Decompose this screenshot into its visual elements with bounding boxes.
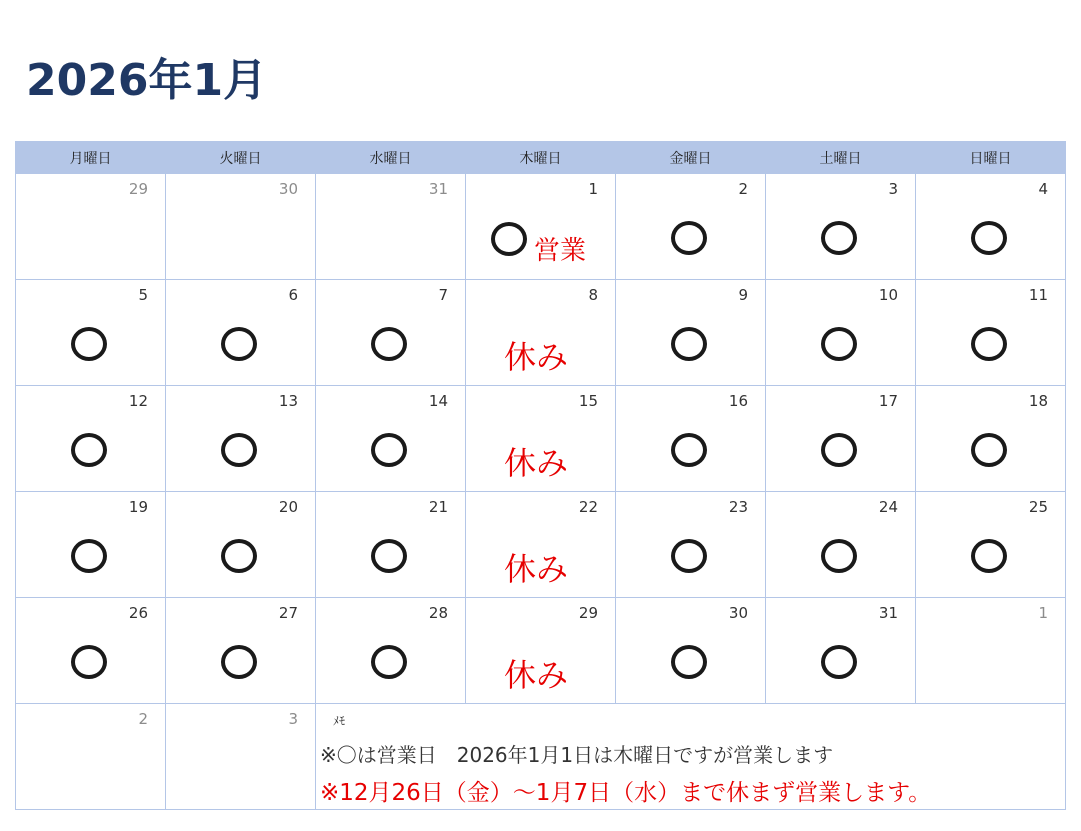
day-number: 2	[138, 710, 148, 728]
day-cell	[766, 386, 916, 492]
weekday-header-thu: 木曜日	[466, 142, 616, 174]
day-number: 25	[1028, 498, 1048, 516]
day-number: 4	[1038, 180, 1048, 198]
day-cell	[616, 386, 766, 492]
day-number: 6	[288, 286, 298, 304]
day-cell	[16, 174, 166, 280]
day-cell	[916, 174, 1066, 280]
circle-mark-icon	[71, 539, 107, 573]
day-number: 27	[278, 604, 298, 622]
circle-mark-icon	[491, 222, 527, 256]
closed-day-label: 休み	[504, 550, 569, 588]
circle-mark-icon	[971, 221, 1007, 255]
day-cell	[916, 598, 1066, 704]
day-cell	[166, 280, 316, 386]
circle-mark-icon	[671, 539, 707, 573]
day-cell	[916, 386, 1066, 492]
day-number: 20	[278, 498, 298, 516]
weekday-header-mon: 月曜日	[16, 142, 166, 174]
weekday-header-sat: 土曜日	[766, 142, 916, 174]
day-number: 12	[128, 392, 148, 410]
circle-mark-icon	[221, 645, 257, 679]
day-number: 15	[578, 392, 598, 410]
day-cell	[616, 598, 766, 704]
day-number: 7	[438, 286, 448, 304]
closed-day-label: 休み	[504, 444, 569, 482]
day-cell	[166, 386, 316, 492]
circle-mark-icon	[371, 327, 407, 361]
calendar-body	[16, 174, 1066, 810]
circle-mark-icon	[371, 433, 407, 467]
day-number: 13	[278, 392, 298, 410]
day-number: 10	[878, 286, 898, 304]
circle-mark-icon	[821, 221, 857, 255]
day-cell	[316, 598, 466, 704]
day-cell	[316, 492, 466, 598]
circle-mark-icon	[671, 433, 707, 467]
day-cell	[916, 280, 1066, 386]
closed-day-label: 休み	[504, 656, 569, 694]
circle-mark-icon	[821, 433, 857, 467]
day-number: 1	[588, 180, 598, 198]
weekday-header-wed: 水曜日	[316, 142, 466, 174]
day-number: 30	[728, 604, 748, 622]
day-cell	[16, 492, 166, 598]
day-cell	[466, 386, 616, 492]
circle-mark-icon	[821, 327, 857, 361]
calendar-week	[16, 492, 1066, 598]
day-number: 31	[428, 180, 448, 198]
day-number: 31	[878, 604, 898, 622]
day-number: 8	[588, 286, 598, 304]
day-cell	[166, 174, 316, 280]
day-number: 5	[138, 286, 148, 304]
day-number: 28	[428, 604, 448, 622]
day-cell	[766, 492, 916, 598]
day-number: 3	[288, 710, 298, 728]
circle-mark-icon	[221, 539, 257, 573]
day-number: 30	[278, 180, 298, 198]
day-cell	[316, 280, 466, 386]
day-number: 23	[728, 498, 748, 516]
circle-mark-icon	[371, 539, 407, 573]
day-number: 26	[128, 604, 148, 622]
circle-mark-icon	[71, 327, 107, 361]
day-cell	[466, 598, 616, 704]
day-number: 16	[728, 392, 748, 410]
day-cell	[766, 174, 916, 280]
calendar-week	[16, 174, 1066, 280]
circle-mark-icon	[821, 539, 857, 573]
day-cell	[766, 280, 916, 386]
closed-day-label: 休み	[504, 338, 569, 376]
day-number: 18	[1028, 392, 1048, 410]
memo-label: ﾒﾓ	[333, 714, 346, 728]
circle-mark-icon	[371, 645, 407, 679]
weekday-header-fri: 金曜日	[616, 142, 766, 174]
day-number: 14	[428, 392, 448, 410]
day-cell	[616, 492, 766, 598]
special-open-label: 営業	[534, 236, 587, 266]
day-cell	[316, 174, 466, 280]
day-cell	[16, 386, 166, 492]
circle-mark-icon	[671, 327, 707, 361]
day-number: 3	[888, 180, 898, 198]
day-cell	[466, 492, 616, 598]
calendar-week	[16, 598, 1066, 704]
day-number: 22	[578, 498, 598, 516]
day-number: 29	[128, 180, 148, 198]
page-title: 2026年1月	[26, 55, 268, 106]
circle-mark-icon	[221, 433, 257, 467]
memo-note-holiday-period: ※12月26日（金）～1月7日（水）まで休まず営業します。	[320, 780, 932, 806]
day-cell	[166, 492, 316, 598]
day-number: 29	[578, 604, 598, 622]
circle-mark-icon	[971, 539, 1007, 573]
day-cell	[166, 598, 316, 704]
day-number: 19	[128, 498, 148, 516]
day-number: 2	[738, 180, 748, 198]
circle-mark-icon	[971, 327, 1007, 361]
day-cell	[466, 280, 616, 386]
calendar-week	[16, 280, 1066, 386]
calendar-table	[15, 141, 1066, 810]
calendar-week-last	[16, 704, 1066, 810]
day-cell	[16, 704, 166, 810]
circle-mark-icon	[821, 645, 857, 679]
day-cell	[616, 174, 766, 280]
day-cell	[166, 704, 316, 810]
day-number: 9	[738, 286, 748, 304]
memo-cell	[316, 704, 1066, 810]
weekday-header-tue: 火曜日	[166, 142, 316, 174]
circle-mark-icon	[971, 433, 1007, 467]
memo-note-business-days: ※〇は営業日 2026年1月1日は木曜日ですが営業します	[320, 743, 834, 767]
day-number: 17	[878, 392, 898, 410]
day-cell	[466, 174, 616, 280]
day-number: 24	[878, 498, 898, 516]
day-cell	[916, 492, 1066, 598]
day-number: 1	[1038, 604, 1048, 622]
day-number: 11	[1028, 286, 1048, 304]
calendar-week	[16, 386, 1066, 492]
day-cell	[766, 598, 916, 704]
circle-mark-icon	[221, 327, 257, 361]
circle-mark-icon	[71, 433, 107, 467]
circle-mark-icon	[71, 645, 107, 679]
day-cell	[616, 280, 766, 386]
weekday-header-row	[16, 142, 1066, 174]
day-number: 21	[428, 498, 448, 516]
circle-mark-icon	[671, 221, 707, 255]
weekday-header-sun: 日曜日	[916, 142, 1066, 174]
day-cell	[16, 598, 166, 704]
day-cell	[316, 386, 466, 492]
circle-mark-icon	[671, 645, 707, 679]
day-cell	[16, 280, 166, 386]
